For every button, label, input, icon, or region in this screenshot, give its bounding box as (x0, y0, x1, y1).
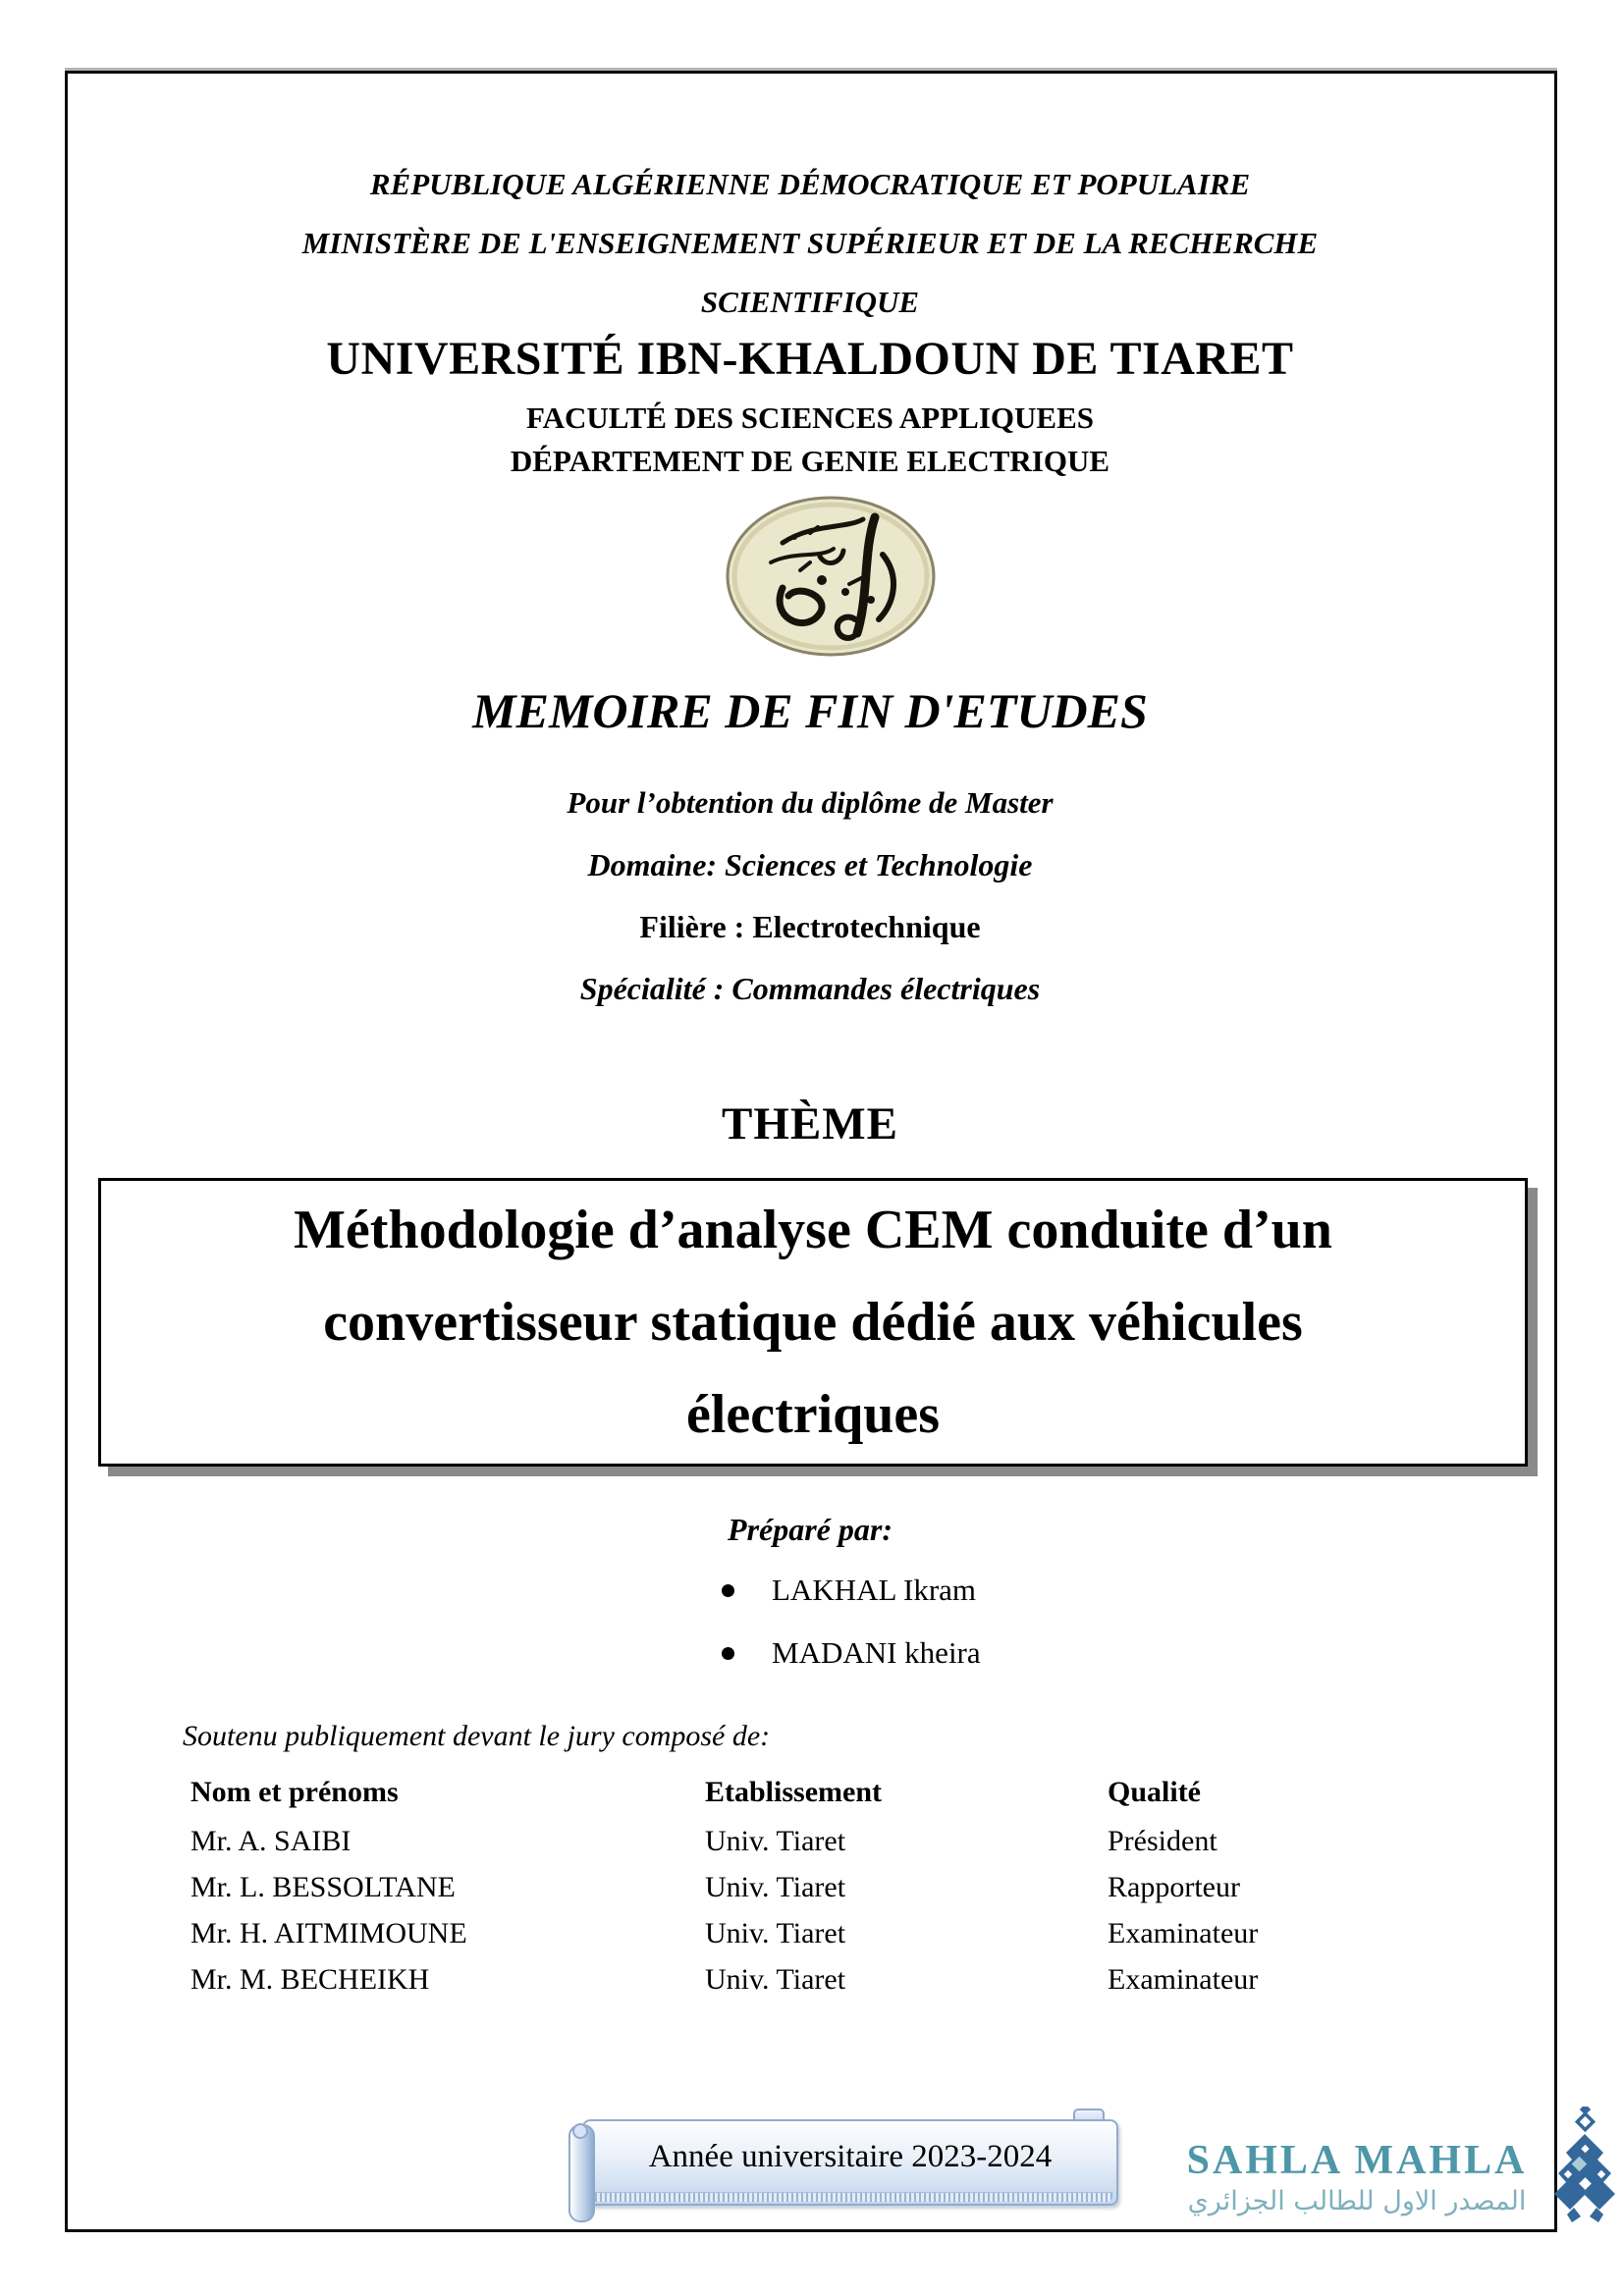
jury-member-establishment: Univ. Tiaret (705, 1917, 846, 1949)
jury-member-quality: Rapporteur (1108, 1871, 1240, 1903)
bullet-icon (722, 1584, 734, 1597)
thesis-title-line-3: électriques (685, 1384, 941, 1445)
watermark-brand-name: SAHLA MAHLA (1186, 2138, 1528, 2183)
thesis-title-line-2: convertisseur statique dédié aux véhicules (323, 1292, 1303, 1353)
memoire-title: MEMOIRE DE FIN D'ETUDES (472, 683, 1148, 738)
jury-member-quality: Examinateur (1108, 1917, 1259, 1949)
jury-member-establishment: Univ. Tiaret (705, 1871, 846, 1903)
bullet-icon (722, 1647, 734, 1660)
university-name: UNIVERSITÉ IBN-KHALDOUN DE TIARET (326, 333, 1294, 385)
jury-member-establishment: Univ. Tiaret (705, 1963, 846, 1996)
degree-specialite-line: Spécialité : Commandes électriques (579, 971, 1041, 1006)
jury-member-quality: Examinateur (1108, 1963, 1259, 1996)
jury-member-name: Mr. H. AITMIMOUNE (190, 1917, 467, 1949)
jury-member-name: Mr. L. BESSOLTANE (190, 1871, 456, 1903)
author-list-item (722, 1559, 981, 1622)
ministry-header-line: MINISTÈRE DE L'ENSEIGNEMENT SUPÉRIEUR ET DE LA RECHERCHE (301, 226, 1319, 260)
authors-list (722, 1559, 981, 1684)
jury-col-header-quality: Qualité (1108, 1776, 1201, 1808)
jury-member-name: Mr. A. SAIBI (190, 1825, 352, 1857)
jury-intro-line: Soutenu publiquement devant le jury composé de: (183, 1720, 771, 1752)
degree-domaine-line: Domaine: Sciences et Technologie (587, 847, 1033, 882)
prepared-by-label: Préparé par: (728, 1512, 893, 1547)
thesis-title-line-1: Méthodologie d’analyse CEM conduite d’un (294, 1200, 1332, 1260)
author-list-item (722, 1622, 981, 1684)
author-name: MADANI kheira (772, 1635, 981, 1670)
university-seal-logo (726, 494, 937, 664)
thesis-title-box (98, 1178, 1528, 1467)
department-name: DÉPARTEMENT DE GENIE ELECTRIQUE (510, 444, 1110, 478)
watermark-tagline-arabic: المصدر الاول للطالب الجزائري (1187, 2186, 1527, 2217)
theme-label: THÈME (722, 1098, 898, 1149)
jury-member-establishment: Univ. Tiaret (705, 1825, 846, 1857)
watermark-block (1164, 2138, 1549, 2216)
faculty-name: FACULTÉ DES SCIENCES APPLIQUEES (526, 400, 1094, 435)
jury-col-header-name: Nom et prénoms (190, 1776, 399, 1808)
sahla-mahla-emblem-icon (1547, 2107, 1623, 2229)
degree-filiere-line: Filière : Electrotechnique (639, 909, 981, 944)
degree-obtention-line: Pour l’obtention du diplôme de Master (567, 785, 1054, 820)
jury-member-name: Mr. M. BECHEIKH (190, 1963, 430, 1996)
jury-member-quality: Président (1108, 1825, 1217, 1857)
republic-header-line: RÉPUBLIQUE ALGÉRIENNE DÉMOCRATIQUE ET POPULAIRE (369, 167, 1251, 201)
jury-col-header-establishment: Etablissement (705, 1776, 882, 1808)
author-name: LAKHAL Ikram (772, 1573, 977, 1607)
academic-year-text: Année universitaire 2023-2024 (648, 2138, 1053, 2174)
year-banner (568, 2109, 1118, 2224)
ministry-header-line-2: SCIENTIFIQUE (700, 285, 920, 319)
jury-table (190, 1767, 1428, 2002)
